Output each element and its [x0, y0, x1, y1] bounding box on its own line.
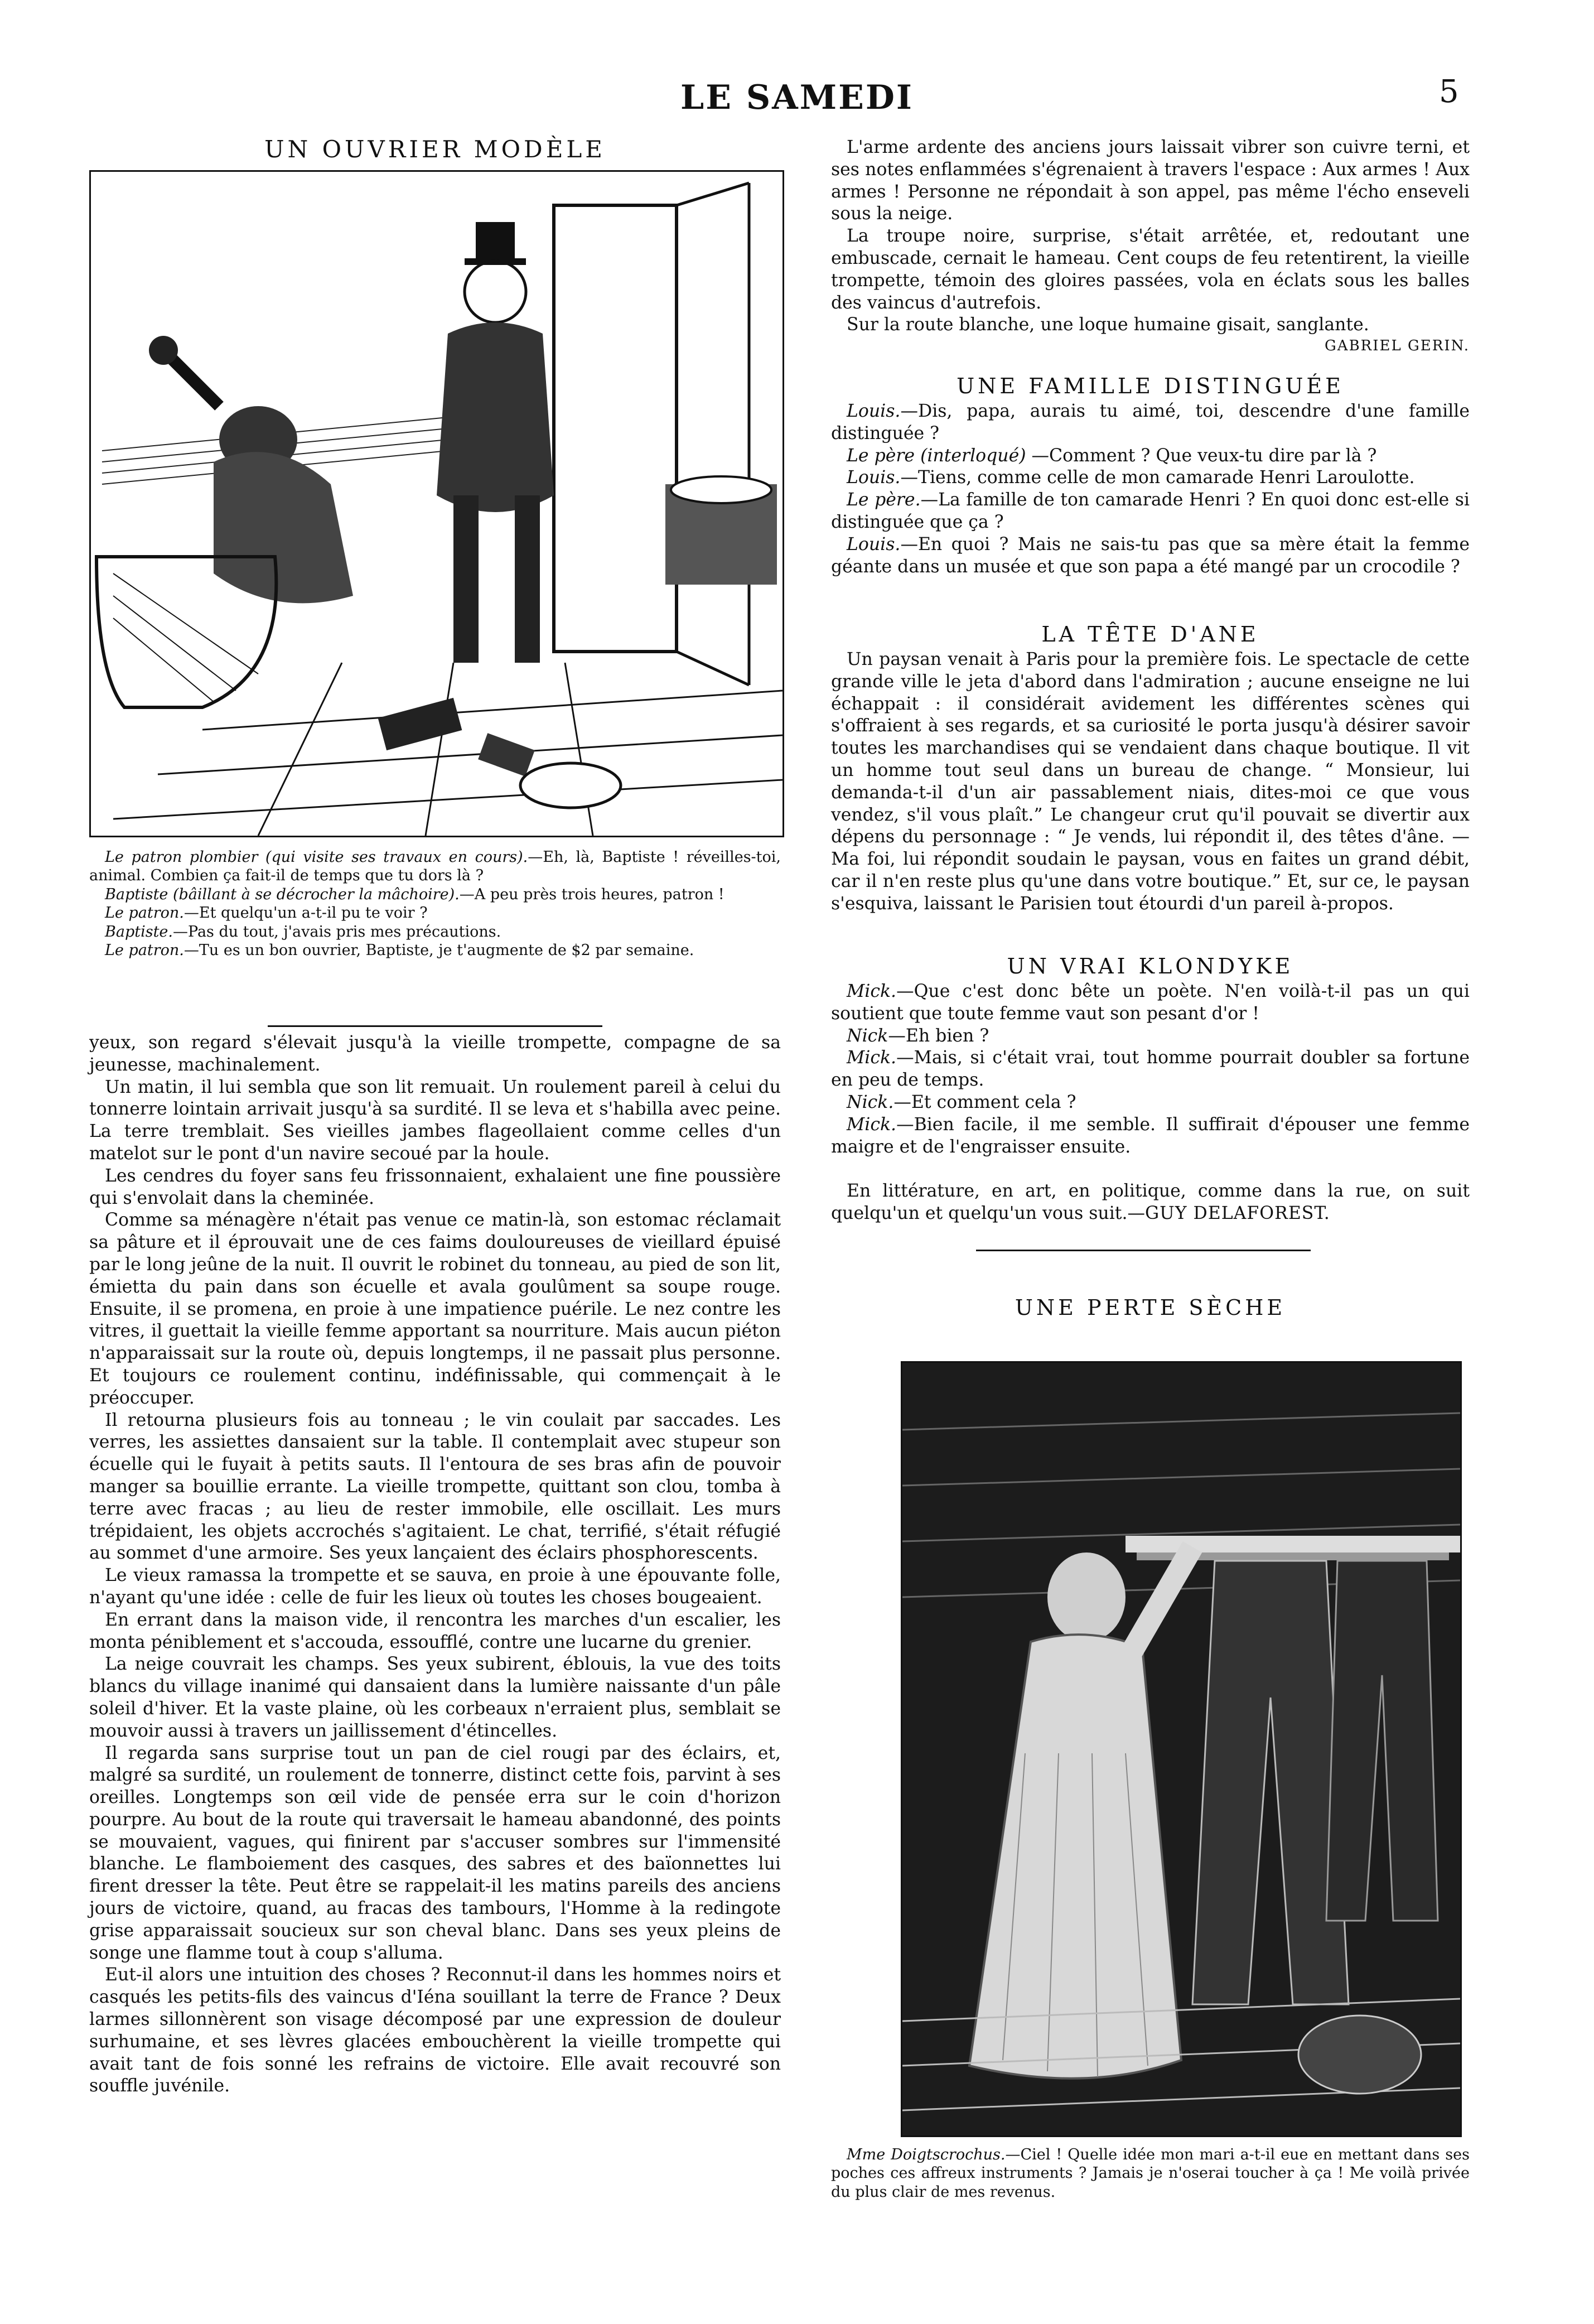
dialogue-line — [831, 1025, 1470, 1048]
signature-gerin: GABRIEL GERIN. — [1325, 337, 1470, 355]
caption-text: —Ciel ! Quelle idée mon mari a-t-il eue en mettant dans ses poches ces affreux instruments ? Jamais je n'oserai toucher à ça ! Me voilà privée du plus clair de mes revenus. — [831, 2146, 1470, 2201]
dialogue-speaker: Mick. — [847, 1114, 897, 1135]
caption-speaker: Baptiste. — [105, 923, 173, 941]
dialogue-line — [831, 1047, 1470, 1092]
caption-text: —Eh, là, Baptiste ! réveilles-toi, animal. Combien ça fait-il de temps que tu dors là ? — [89, 848, 781, 885]
klondyke-moral — [831, 1180, 1470, 1225]
title-famille: UNE FAMILLE DISTINGUÉE — [957, 374, 1344, 398]
story-paragraph: En errant dans la maison vide, il rencontra les marches d'un escalier, les monta péniblement et s'accouda, essoufflé, contre une lucarne du grenier. — [89, 1609, 781, 1652]
caption-speaker: Le patron plombier (qui visite ses travaux en cours). — [105, 848, 528, 866]
caption-speaker: Le patron. — [105, 904, 184, 922]
story-paragraph: Eut-il alors une intuition des choses ? Reconnut-il dans les hommes noirs et casqués les petits-fils des vaincus d'Iéna souillant la terre de France ? Deux larmes sillonnèrent son visage décomposé par une expression de douleur surhumaine, et ses lèvres glacées embouchèrent la vieille trompette qui avait tant de fois sonné les refrains de victoire. Elle avait recouvré son souffle juvénile. — [89, 1965, 781, 2096]
dialogue-line — [831, 534, 1470, 578]
dialogue-line — [831, 489, 1470, 534]
story-paragraph: Un matin, il lui sembla que son lit remuait. Un roulement pareil à celui du tonnerre lointain arrivait jusqu'à sa surdité. Il se leva et s'habilla avec peine. La terre tremblait. Ses vieilles jambes flageollaient comme celles d'un matelot sur le pont d'un navire secoué par la houle. — [89, 1077, 781, 1164]
caption-text: —Et quelqu'un a-t-il pu te voir ? — [183, 904, 428, 922]
caption-line — [89, 848, 781, 885]
divider — [268, 1025, 602, 1027]
dialogue-text: —Et comment cela ? — [893, 1092, 1076, 1112]
story-paragraph: yeux, son regard s'élevait jusqu'à la vieille trompette, compagne de sa jeunesse, machinalement. — [89, 1033, 781, 1075]
dialogue-text: —En quoi ? Mais ne sais-tu pas que sa mère était la femme géante dans un musée et que son papa a été mangé par un crocodile ? — [831, 534, 1470, 577]
dialogue-speaker: Louis. — [847, 401, 901, 421]
story-paragraph: La neige couvrait les champs. Ses yeux subirent, éblouis, la vue des toits blancs du village inanimé qui dansaient dans la lumière naissante d'un pâle soleil d'hiver. Et la vaste plaine, où les corbeaux n'erraient plus, semblait se mouvoir aussi à travers un jaillissement d'étincelles. — [89, 1654, 781, 1741]
dialogue-line — [831, 401, 1470, 445]
story-paragraph: Les cendres du foyer sans feu frissonnaient, exhalaient une fine poussière qui s'envolait dans la cheminée. — [89, 1165, 781, 1208]
title-klondyke: UN VRAI KLONDYKE — [1007, 954, 1294, 978]
dialogue-line — [831, 445, 1470, 467]
dialogue-text: —Tiens, comme celle de mon camarade Henri Laroulotte. — [900, 467, 1415, 488]
moral-author: GUY DELAFOREST. — [1144, 1203, 1330, 1224]
dialogue-line — [831, 1092, 1470, 1114]
caption-text: —A peu près trois heures, patron ! — [459, 885, 724, 903]
moral-text: En littérature, en art, en politique, comme dans la rue, on suit quelqu'un et quelqu'un vous suit.— — [831, 1181, 1470, 1224]
caption-ouvrier — [89, 848, 781, 960]
caption-text: —Tu es un bon ouvrier, Baptiste, je t'augmente de $2 par semaine. — [183, 942, 694, 960]
story-paragraph: Il retourna plusieurs fois au tonneau ; le vin coulait par saccades. Les verres, les assiettes dansaient sur la table. Il contemplait avec stupeur son écuelle qui le fuyait à petits sauts. Il l'entoura de ses bras afin de pouvoir manger sa bouillie errante. La vieille trompette, quittant son clou, tomba à terre avec fracas ; au lieu de rester immobile, elle oscillait. Les murs trépidaient, les objets accrochés s'agitaient. Le chat, terrifié, s'était réfugié au sommet d'une armoire. Ses yeux lançaient des éclairs phosphorescents. — [89, 1410, 781, 1564]
caption-line — [831, 2145, 1470, 2201]
dialogue-speaker: Mick. — [847, 981, 897, 1001]
title-perte-seche: UNE PERTE SÈCHE — [1015, 1295, 1286, 1320]
illustration-perte-seche — [901, 1361, 1462, 2137]
dialogue-text: —Comment ? Que veux-tu dire par là ? — [1026, 445, 1377, 466]
tete-ane-story — [831, 649, 1470, 915]
title-ouvrier-modele: UN OUVRIER MODÈLE — [264, 136, 606, 163]
dialogue-text: —Bien facile, il me semble. Il suffirait d'épouser une femme maigre et de l'engraisser ensuite. — [831, 1114, 1470, 1157]
dialogue-text: —Mais, si c'était vrai, tout homme pourrait doubler sa fortune en peu de temps. — [831, 1048, 1470, 1091]
dialogue-speaker: Mick. — [847, 1048, 897, 1068]
dialogue-line — [831, 1114, 1470, 1159]
dialogue-text: —La famille de ton camarade Henri ? En quoi donc est-elle si distinguée que ça ? — [831, 490, 1470, 532]
caption-speaker: Mme Doigtscrochus. — [847, 2146, 1006, 2163]
story-paragraph: Le vieux ramassa la trompette et se sauva, en proie à une épouvante folle, n'ayant qu'une idée : celle de fuir les lieux où toutes les choses bougeaient. — [89, 1565, 781, 1608]
caption-line — [89, 941, 781, 960]
famille-dialogue — [831, 401, 1470, 578]
caption-perte-seche — [831, 2145, 1470, 2201]
dialogue-line — [831, 981, 1470, 1025]
dialogue-speaker: Nick. — [847, 1092, 894, 1112]
dialogue-speaker: Louis. — [847, 467, 901, 488]
klondyke-dialogue — [831, 981, 1470, 1225]
story-paragraph: Il regarda sans surprise tout un pan de ciel rougi par des éclairs, et, malgré sa surdité, un roulement de tonnerre, distinct cette fois, parvint à ses oreilles. Longtemps son œil vide de pensée erra sur le coin d'horizon pourpre. Au bout de la route qui traversait le hameau abandonné, des points se mouvaient, vagues, qui finirent par s'accuser sombres sur l'immensité blanche. Le flamboiement des casques, des sabres et des baïonnettes lui firent dresser la tête. Peut être se rappelait-il les matins pareils des anciens jours de victoire, quand, au fracas des tambours, l'Homme à la redingote grise apparaissait soucieux sur son cheval blanc. Dans ses yeux pleins de songe une flamme tout à coup s'alluma. — [89, 1743, 781, 1963]
dialogue-text: —Dis, papa, aurais tu aimé, toi, descendre d'une famille distinguée ? — [831, 401, 1470, 443]
dialogue-speaker: Nick — [847, 1025, 888, 1046]
caption-speaker: Baptiste (bâillant à se décrocher la mâchoire). — [105, 885, 460, 903]
woman-drawing — [902, 1363, 1460, 2135]
dialogue-speaker: Le père. — [847, 490, 921, 510]
story-paragraph: Comme sa ménagère n'était pas venue ce matin-là, son estomac réclamait sa pâture et il éprouvait une de ces faims douloureuses de vieillard épuisé par le long jeûne de la nuit. Il ouvrit le robinet du tonneau, au pied de son lit, émietta du pain dans son écuelle et avala goulûment sa soupe rouge. Ensuite, il se promena, en proie à une impatience puérile. Le nez contre les vitres, il guettait la vieille femme apportant sa nourriture. Mais aucun piéton n'apparaissait sur la route où, depuis longtemps, il ne passait plus personne. Et toujours ce roulement continu, indéfinissable, qui commençait à le préoccuper. — [89, 1210, 781, 1408]
dialogue-speaker: Le père (interloqué) — [847, 445, 1026, 466]
story-left — [89, 1032, 781, 2098]
divider — [976, 1250, 1311, 1251]
caption-line — [89, 885, 781, 904]
illustration-plumber — [89, 170, 784, 837]
caption-speaker: Le patron. — [105, 942, 184, 960]
dialogue-speaker: Louis. — [847, 534, 901, 555]
title-tete-ane: LA TÊTE D'ANE — [1041, 622, 1259, 647]
page-number: 5 — [1439, 74, 1459, 110]
story-paragraph: La troupe noire, surprise, s'était arrêtée, et, redoutant une embuscade, cernait le hameau. Cent coups de feu retentirent, la vieille trompette, témoin des gloires passées, vola en éclats sous les balles des vaincus d'autrefois. — [831, 226, 1470, 313]
dialogue-text: —Que c'est donc bête un poète. N'en voilà-t-il pas un qui soutient que toute femme vaut son pesant d'or ! — [831, 981, 1470, 1024]
masthead: LE SAMEDI — [680, 78, 914, 117]
dialogue-text: —Eh bien ? — [888, 1025, 989, 1046]
dialogue-line — [831, 467, 1470, 489]
caption-line — [89, 904, 781, 922]
story-paragraph: Sur la route blanche, une loque humaine gisait, sanglante. — [847, 315, 1369, 335]
caption-text: —Pas du tout, j'avais pris mes précautions. — [172, 923, 501, 941]
story-right — [831, 137, 1470, 354]
story-paragraph: Un paysan venait à Paris pour la première fois. Le spectacle de cette grande ville le jeta d'abord dans l'admiration ; aucune enseigne ne lui échappait : il considérait avidement les différentes scènes qui s'offraient à ses regards, et sa curiosité le porta jusqu'à désirer savoir toutes les marchandises qui se vendaient dans chaque boutique. Il vit un homme tout seul dans un bureau de change. “ Monsieur, lui demanda-t-il d'un air passablement niais, dites-moi ce que vous vendez, s'il vous plaît.” Le changeur crut qu'il pouvait se divertir aux dépens du personnage : “ Je vends, lui répondit il, des têtes d'âne. — Ma foi, lui répondit soudain le paysan, vous en faites un grand débit, car il n'en reste plus qu'une dans votre boutique.” Et, sur ce, le paysan s'esquiva, laissant le Parisien tout étourdi d'un pareil à-propos. — [831, 649, 1470, 914]
caption-line — [89, 923, 781, 941]
plumber-drawing — [91, 172, 782, 836]
story-paragraph: L'arme ardente des anciens jours laissait vibrer son cuivre terni, et ses notes enflammées s'égrenaient à travers l'espace : Aux armes ! Aux armes ! Personne ne répondait à son appel, pas même l'écho enseveli sous la neige. — [831, 137, 1470, 224]
